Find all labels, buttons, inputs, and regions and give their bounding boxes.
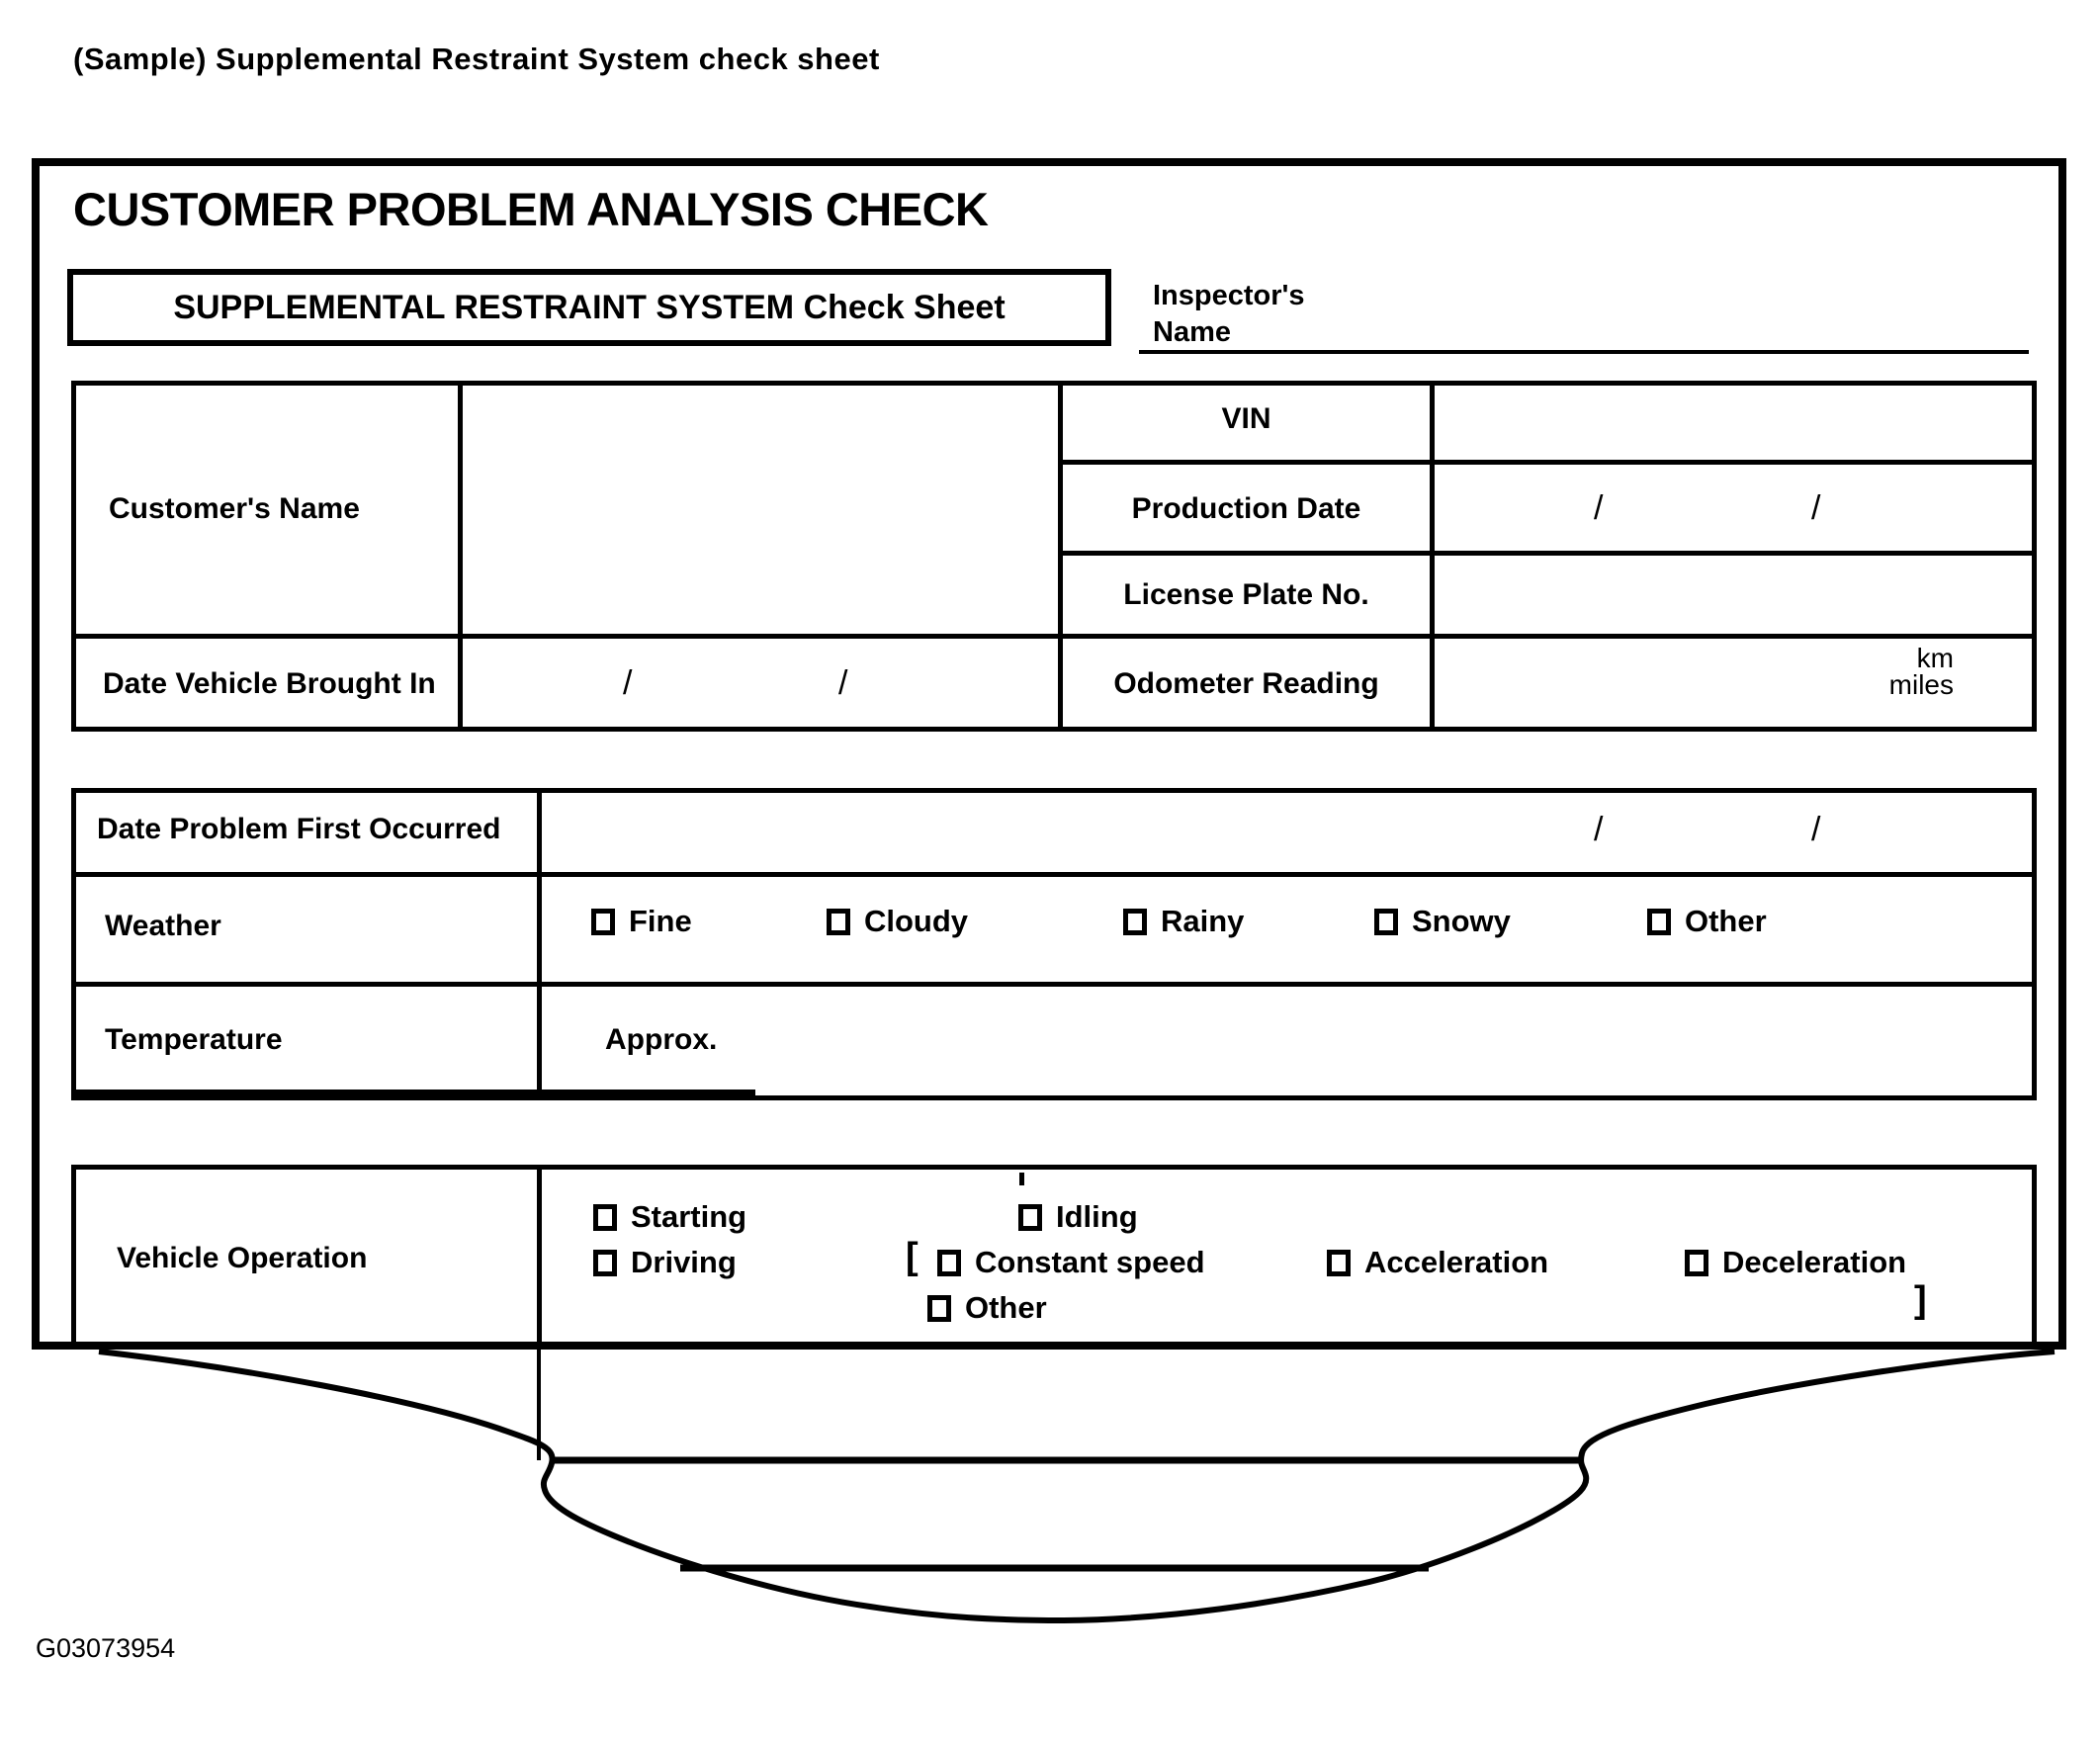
- deceleration-checkbox[interactable]: [1685, 1250, 1708, 1276]
- constant-speed-label: Constant speed: [975, 1245, 1205, 1279]
- t1-border-right: [2032, 381, 2037, 732]
- starting-checkbox[interactable]: [593, 1204, 617, 1231]
- temperature-approx-label: Approx.: [605, 1023, 718, 1056]
- stray-mark: [1019, 1173, 1024, 1185]
- weather-option-fine: [591, 904, 692, 939]
- bracket-close: ]: [1914, 1279, 1927, 1321]
- subtitle-text: SUPPLEMENTAL RESTRAINT SYSTEM Check Sheet: [173, 288, 1006, 326]
- acceleration-checkbox[interactable]: [1327, 1250, 1351, 1276]
- temperature-field[interactable]: [742, 989, 2030, 1088]
- idling-label: Idling: [1056, 1199, 1138, 1234]
- customer-name-field[interactable]: [465, 388, 1056, 632]
- date-separator-slash: /: [623, 664, 633, 702]
- date-problem-field[interactable]: [544, 795, 2030, 870]
- t1-border-bottom: [71, 727, 2037, 732]
- inspector-name-underline: [1139, 350, 2029, 354]
- weather-other-checkbox[interactable]: [1647, 909, 1671, 935]
- driving-checkbox[interactable]: [593, 1250, 617, 1276]
- date-separator-slash: /: [1811, 489, 1821, 527]
- t1-row-line-vin: [1058, 460, 2037, 465]
- rainy-label: Rainy: [1161, 904, 1245, 938]
- date-vehicle-brought-in-label: Date Vehicle Brought In: [103, 667, 436, 700]
- t3-border-left: [71, 1165, 76, 1345]
- operation-option-constant-speed: [937, 1245, 1205, 1280]
- date-separator-slash: /: [1594, 811, 1604, 848]
- t3-border-top: [71, 1165, 2037, 1170]
- date-vehicle-brought-in-field[interactable]: [465, 641, 1056, 725]
- t1-divider-label-col: [458, 381, 463, 732]
- bracket-open: [: [906, 1236, 919, 1277]
- t1-border-top: [71, 381, 2037, 386]
- operation-option-other: [927, 1290, 1047, 1326]
- license-plate-label: License Plate No.: [1123, 578, 1369, 611]
- date-separator-slash: /: [838, 664, 848, 702]
- vin-label: VIN: [1221, 402, 1271, 435]
- operation-option-deceleration: [1685, 1245, 1906, 1280]
- weather-option-other: [1647, 904, 1767, 939]
- odometer-units: [1819, 645, 1954, 698]
- driving-label: Driving: [631, 1245, 737, 1279]
- odometer-field[interactable]: [1437, 641, 1812, 725]
- odometer-label: Odometer Reading: [1113, 667, 1379, 700]
- weather-option-snowy: [1374, 904, 1511, 939]
- form-main-title: CUSTOMER PROBLEM ANALYSIS CHECK: [73, 183, 989, 235]
- date-problem-label: Date Problem First Occurred: [97, 813, 501, 845]
- torn-page-edge: [0, 1343, 2100, 1679]
- cloudy-label: Cloudy: [864, 904, 969, 938]
- cloudy-checkbox[interactable]: [827, 909, 850, 935]
- temperature-label: Temperature: [105, 1023, 283, 1056]
- t2-divider-label-col: [537, 788, 542, 1100]
- t3-divider-label-col: [537, 1165, 542, 1345]
- acceleration-label: Acceleration: [1364, 1245, 1549, 1279]
- t2-border-left: [71, 788, 76, 1100]
- operation-option-starting: [593, 1199, 746, 1235]
- fine-label: Fine: [629, 904, 692, 938]
- production-date-field[interactable]: [1437, 467, 2030, 549]
- operation-option-driving: [593, 1245, 737, 1280]
- license-plate-field[interactable]: [1437, 558, 2030, 632]
- t1-divider-value-col: [1430, 381, 1435, 732]
- snowy-label: Snowy: [1412, 904, 1511, 938]
- operation-other-label: Other: [965, 1290, 1047, 1325]
- t1-row-line-license: [71, 634, 2037, 639]
- operation-option-idling: [1018, 1199, 1138, 1235]
- constant-speed-checkbox[interactable]: [937, 1250, 961, 1276]
- snowy-checkbox[interactable]: [1374, 909, 1398, 935]
- idling-checkbox[interactable]: [1018, 1204, 1042, 1231]
- weather-other-label: Other: [1685, 904, 1767, 938]
- weather-option-rainy: [1123, 904, 1244, 939]
- deceleration-label: Deceleration: [1722, 1245, 1907, 1279]
- odometer-unit-miles: miles: [1888, 669, 1954, 700]
- page-title: (Sample) Supplemental Restraint System check sheet: [73, 42, 880, 76]
- t2-border-bottom: [71, 1095, 2037, 1100]
- date-separator-slash: /: [1811, 811, 1821, 848]
- vin-field[interactable]: [1437, 388, 2030, 458]
- t2-row-line-temperature: [71, 982, 2037, 987]
- operation-option-acceleration: [1327, 1245, 1548, 1280]
- t2-border-top: [71, 788, 2037, 793]
- vehicle-operation-label: Vehicle Operation: [117, 1242, 368, 1274]
- weather-option-cloudy: [827, 904, 968, 939]
- inspector-name-label: Inspector's Name: [1153, 280, 1305, 348]
- t1-row-line-production: [1058, 551, 2037, 556]
- inspector-name-field[interactable]: [1275, 277, 2027, 350]
- customer-name-label: Customer's Name: [109, 492, 360, 525]
- t2-row-line-weather: [71, 872, 2037, 877]
- t2-temperature-underline-segment: [71, 1090, 755, 1095]
- t2-border-right: [2032, 788, 2037, 1100]
- starting-label: Starting: [631, 1199, 747, 1234]
- date-separator-slash: /: [1594, 489, 1604, 527]
- operation-other-checkbox[interactable]: [927, 1295, 951, 1322]
- production-date-label: Production Date: [1131, 492, 1361, 525]
- t3-border-right: [2032, 1165, 2037, 1345]
- subtitle-box: [67, 269, 1111, 346]
- figure-id: G03073954: [36, 1633, 176, 1663]
- t1-border-left: [71, 381, 76, 732]
- odometer-unit-km: km: [1916, 643, 1954, 673]
- rainy-checkbox[interactable]: [1123, 909, 1147, 935]
- weather-label: Weather: [105, 910, 221, 942]
- fine-checkbox[interactable]: [591, 909, 615, 935]
- torn-curve: [99, 1352, 2055, 1620]
